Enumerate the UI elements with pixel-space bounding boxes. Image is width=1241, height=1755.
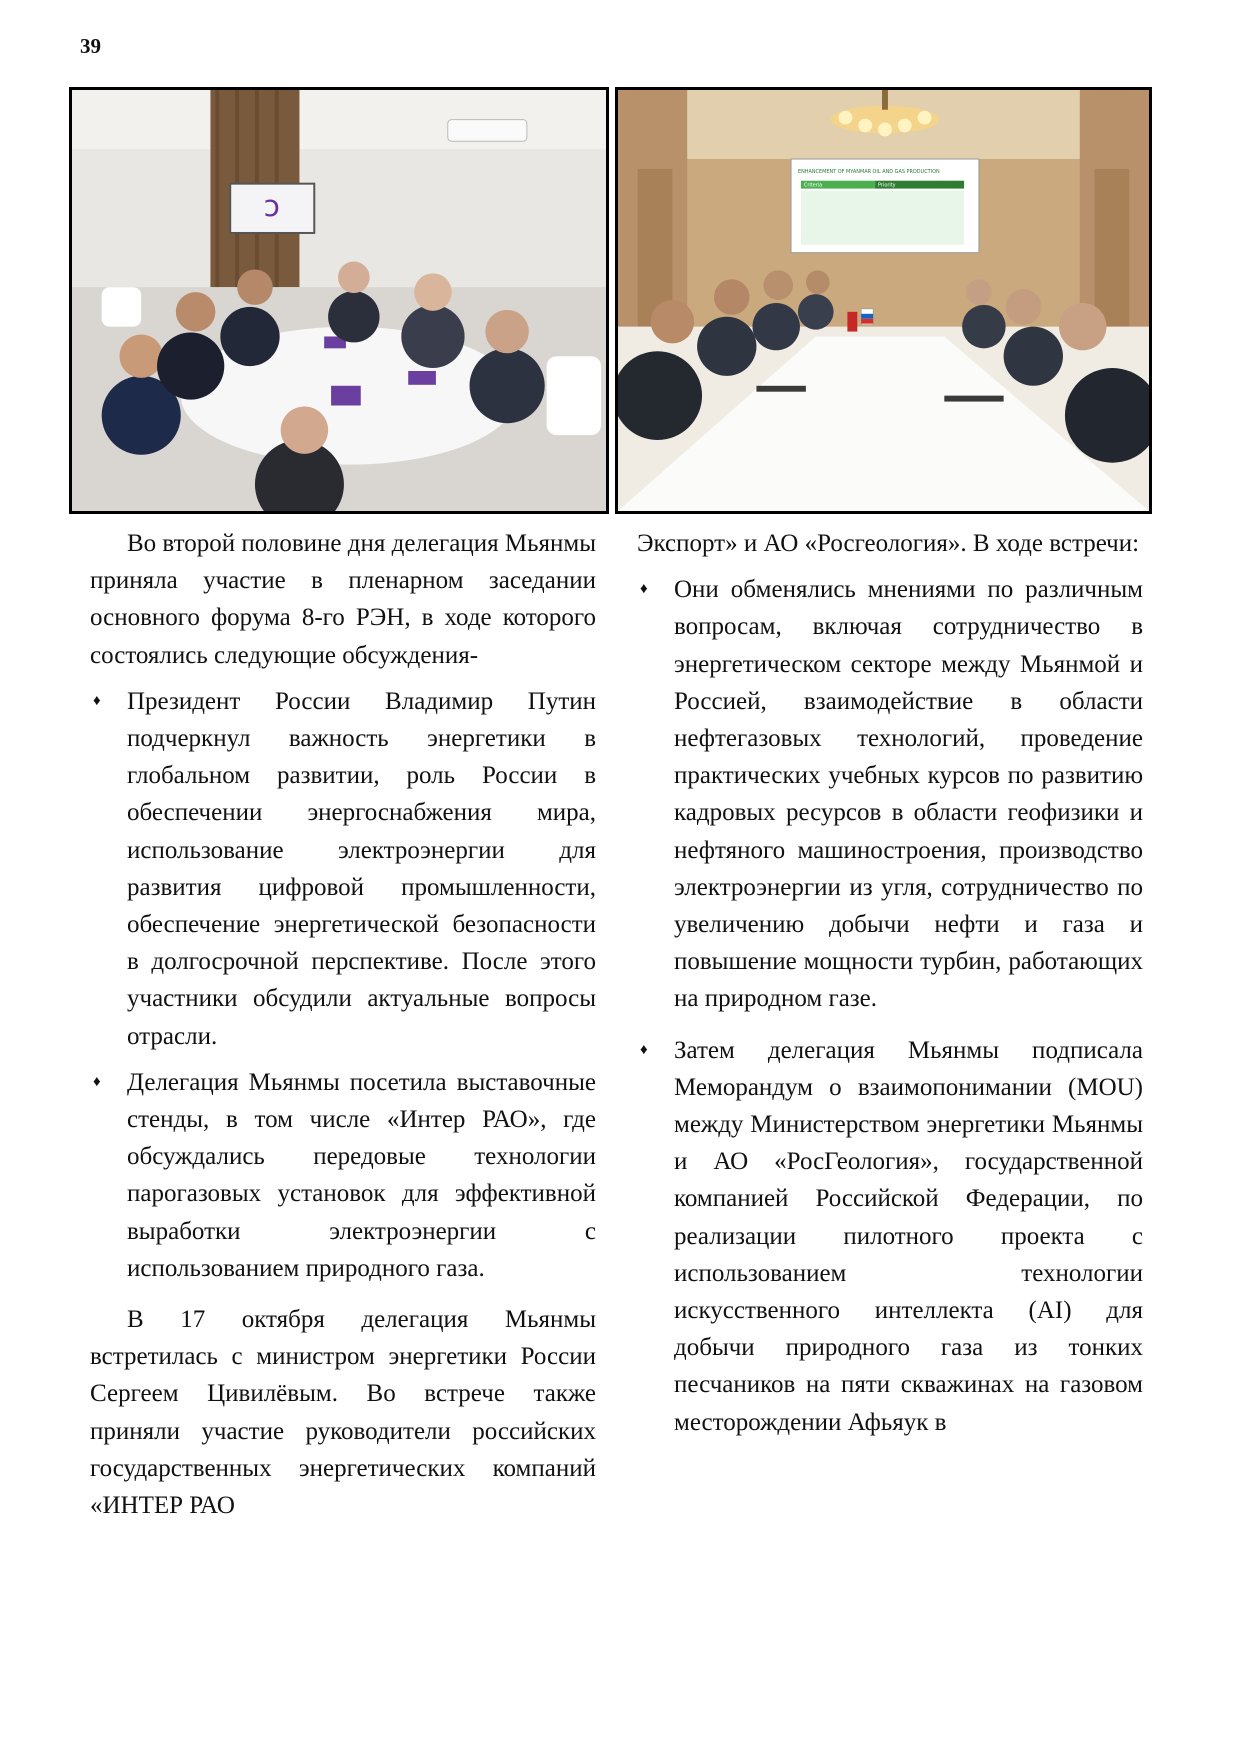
screen-table-header-priority: Priority — [878, 182, 896, 189]
page-number: 39 — [80, 34, 101, 58]
meeting-photo-conference-room — [615, 87, 1152, 514]
left-bullet-list — [90, 683, 596, 1287]
list-item — [637, 1032, 1143, 1441]
bullet-text: Они обменялись мнениями по различным вопросам, включая сотрудничество в энергетическом секторе между Мьянмой и Россией, взаимодействие в области нефтегазовых технологий, проведение практических учебных курсов по развитию кадровых ресурсов в области геофизики и нефтяного машиностроения, производство электроэнергии из угля, сотрудничество по увеличению добычи нефти и газа и повышение мощности турбин, работающих на природном газе. — [674, 576, 1143, 1013]
screen-heading: ENHANCEMENT OF MYANMAR OIL AND GAS PRODUCTION — [797, 168, 940, 175]
diamond-bullet-icon: ♦ — [93, 692, 101, 709]
list-item — [637, 571, 1143, 1017]
left-text-column — [90, 525, 596, 1524]
bullet-text: Президент России Владимир Путин подчеркнул важность энергетики в глобальном развитии, роль России в обеспечении энергоснабжения мира, использование электроэнергии для развития цифровой промышленности, обеспечение энергетической безопасности в долгосрочной перспективе. После этого участники обсудили актуальные вопросы отрасли. — [127, 687, 596, 1050]
diamond-bullet-icon: ♦ — [640, 581, 648, 598]
closing-paragraph: В 17 октября делегация Мьянмы встретилась с министром энергетики России Сергеем Цивилёвым. Во встрече также приняли участие руководители российских государственных энергетических компаний «ИНТЕР РАО — [90, 1306, 596, 1520]
diamond-bullet-icon: ♦ — [93, 1073, 101, 1090]
screen-logo-symbol: ↄ — [263, 189, 280, 224]
screen-table-header-criteria: Criteria — [803, 182, 823, 189]
bullet-text: Делегация Мьянмы посетила выставочные стенды, в том числе «Интер РАО», где обсуждались передовые технологии парогазовых установок для эффективной выработки электроэнергии с использованием природного газа. — [127, 1068, 596, 1282]
list-item — [90, 683, 596, 1055]
diamond-bullet-icon: ♦ — [640, 1041, 648, 1058]
bullet-text: Затем делегация Мьянмы подписала Меморандум о взаимопонимании (MOU) между Министерством энергетики Мьянмы и АО «РосГеология», государственной компанией Российской Федерации, по реализации пилотного проекта с использованием технологии искусственного интеллекта (AI) для добычи природного газа из тонких песчаников на пяти скважинах на газовом месторождении Афьяук в — [674, 1036, 1143, 1436]
continuation-paragraph: Экспорт» и АО «Росгеология». В ходе встречи: — [637, 530, 1140, 557]
right-bullet-list — [637, 571, 1143, 1441]
list-item — [90, 1064, 596, 1287]
meeting-photo-round-table — [69, 87, 609, 514]
right-text-column — [637, 525, 1143, 1441]
intro-paragraph: Во второй половине дня делегация Мьянмы приняла участие в пленарном заседании основного форума 8-го РЭН, в ходе которого состоялись следующие обсуждения- — [90, 530, 596, 669]
